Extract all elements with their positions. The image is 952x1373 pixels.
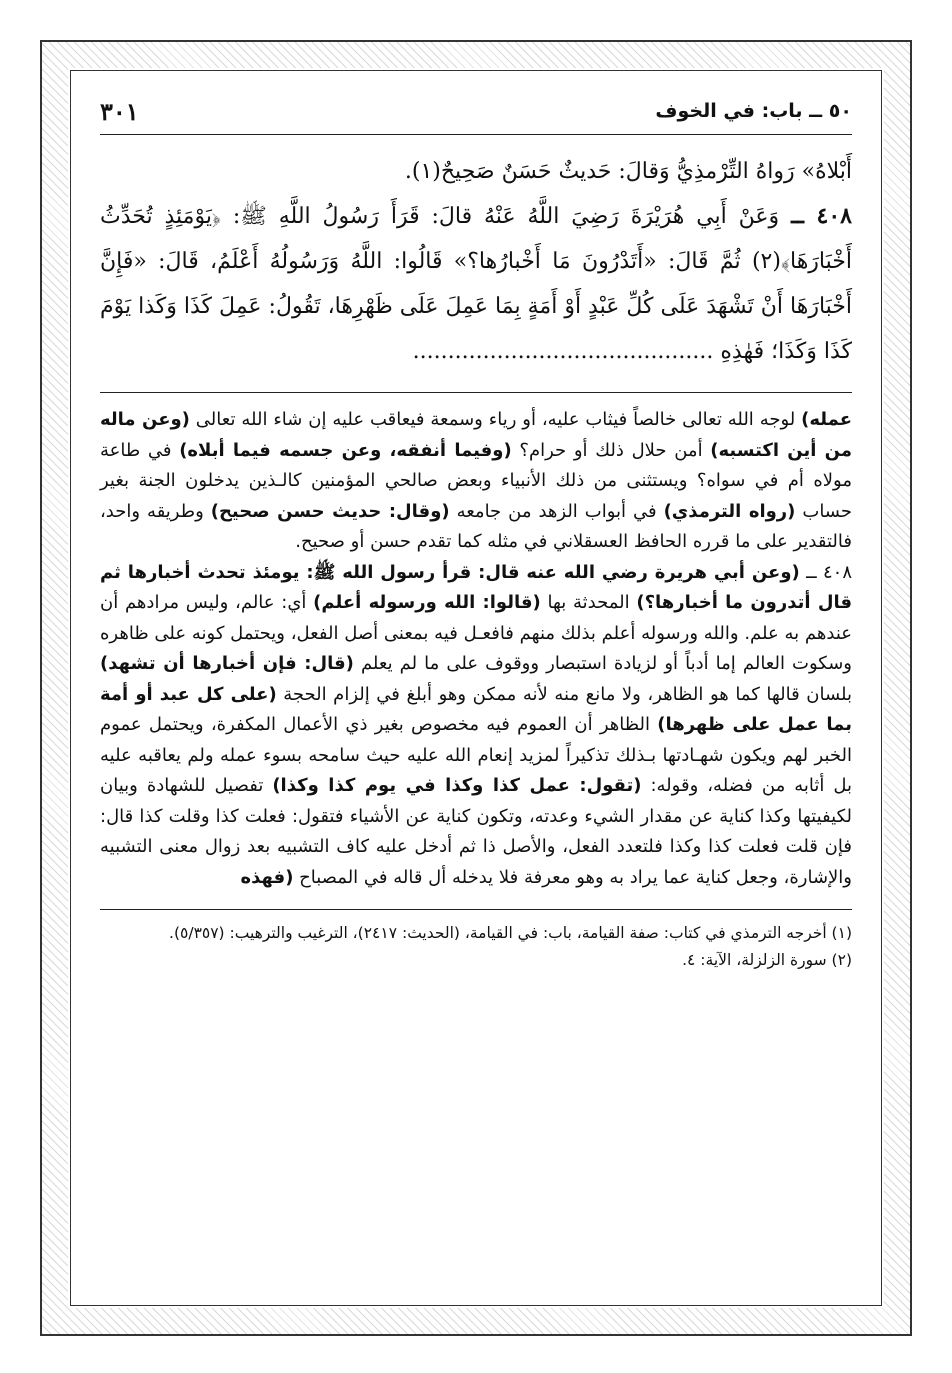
- commentary-quote: (رواه الترمذي): [663, 500, 796, 522]
- commentary-paragraph-1: [100, 405, 852, 558]
- commentary-text: ٤٠٨ ــ: [799, 561, 852, 583]
- commentary-text: أمن حلال ذلك أو حرام؟: [511, 439, 711, 461]
- commentary-quote: (قال: فإن أخبارها أن تشهد): [100, 653, 354, 674]
- continuation-dots: ...........................................: [412, 339, 714, 364]
- footnote-1: (١) أخرجه الترمذي في كتاب: صفة القيامة، باب: في القيامة، (الحديث: ٢٤١٧)، الترغيب والترهيب: (٥/٣٥٧).: [169, 924, 852, 942]
- commentary-text: تفصيل للشهادة وبيان لكيفيتها وكذا كناية عن مقدار الشيء وعدته، وتكون كناية عن الأشياء فتقول: فعلت كذا وقلت كذا قال: فإن قلت فعلت كذا وكذا فلتعدد الفعل، والأصل ذا ثم أدخل عليه كاف التشبيه بعد زوال معنى التشبيه والإشارة، وجعل كناية عما يراد به وهو معرفة فلا يدخله أل قاله في المصباح: [100, 775, 852, 888]
- commentary-text: لوجه الله تعالى خالصاً فيثاب عليه، أو رياء وسمعة فيعاقب عليه إن شاء الله تعالى: [189, 409, 802, 430]
- commentary-quote: (وعن ماله من أين اكتسبه): [100, 409, 853, 461]
- commentary-quote: (قالوا: الله ورسوله أعلم): [313, 592, 541, 613]
- matn-hadith: [100, 194, 852, 374]
- running-header: [100, 88, 852, 135]
- commentary: [100, 405, 852, 893]
- footnote-2: (٢) سورة الزلزلة، الآية: ٤.: [682, 951, 852, 969]
- commentary-quote: (وفيما أنفقه، وعن جسمه فيما أبلاه): [179, 439, 512, 461]
- main-text: [100, 149, 852, 374]
- footnote-separator: [100, 909, 852, 910]
- commentary-text: وطريقه واحد، فالتقدير على ما قرره الحافظ العسقلاني في مثله كما تقدم حسن أو صحيح.: [100, 500, 852, 552]
- commentary-quote: (تقول: عمل كذا وكذا في يوم كذا وكذا): [272, 775, 642, 796]
- commentary-quote: (على كل عبد أو أمة بما عمل على ظهرها): [100, 683, 852, 735]
- page-content: [100, 88, 852, 974]
- commentary-quote: (فهذه: [240, 866, 294, 888]
- commentary-paragraph-2: [100, 558, 852, 894]
- commentary-text: أي: عالم، وليس مرادهم أن عندهم به علم. والله ورسوله أعلم بذلك منهم فافعـل فيه بمعنى أصل الفعل، ويحتمل كونه على ظاهره وسكوت العالم إما أدباً أو لزيادة استبصار ووقوف على ما لم يعلم: [100, 592, 852, 674]
- commentary-text: في أبواب الزهد من جامعه: [449, 500, 664, 522]
- commentary-text: الظاهر أن العموم فيه مخصوص بغير ذي الأعمال المكفرة، ويحتمل عموم الخبر لهم ويكون شهـادتها بـذلك تذكيراً لمزيد إنعام الله عليه حيث سامحه بسوء عمله ولم يعاقبه عليه بل أثابه من فضله، وقوله:: [100, 714, 852, 796]
- commentary-text: المحدثة بها: [540, 592, 637, 613]
- commentary-quote: عمله): [801, 409, 852, 430]
- commentary-text: بلسان قالها كما هو الظاهر، ولا مانع منه لأنه ممكن وهو أبلغ في إلزام الحجة: [276, 683, 852, 705]
- hadith-text: وَعَنْ أَبِي هُرَيْرَةَ رَضِيَ اللَّهُ عَنْهُ قالَ: قَرَأَ رَسُولُ اللَّهِ ﷺ: ﴿يَوْمَئِذٍ تُحَدِّثُ أَخْبَارَهَا﴾(٢) ثُمَّ قَالَ: «أَتَدْرُونَ مَا أَخْبارُها؟» قَالُوا: اللَّهُ وَرَسُولُهُ أَعْلَمُ، قَالَ: «فَإِنَّ أَخْبَارَهَا أَنْ تَشْهَدَ عَلَى كُلِّ عَبْدٍ أَوْ أَمَةٍ بِمَا عَمِلَ عَلَى ظَهْرِهَا، تَقُولُ: عَمِلَ كَذَا وَكَذا يَوْمَ كَذَا وَكَذَا؛ فَهٰذِهِ: [100, 204, 852, 364]
- footnotes: [100, 920, 852, 974]
- commentary-quote: (وقال: حديث حسن صحيح): [210, 500, 450, 522]
- matn-line-1: أَبْلاهُ» رَواهُ التِّرْمذِيُّ وَقالَ: حَديثٌ حَسَنٌ صَحِيحٌ(١).: [404, 159, 852, 184]
- commentary-separator: [100, 392, 852, 393]
- commentary-text: في طاعة مولاه أم في سواه؟ ويستثنى من ذلك الأنبياء وبعض صالحي المؤمنين كالـذين يدخلون الجنة بغير حساب: [100, 439, 852, 522]
- page-number: ٣٠١: [100, 96, 139, 126]
- hadith-number: ٤٠٨ ــ: [791, 203, 852, 229]
- commentary-quote: (وعن أبي هريرة رضي الله عنه قال: قرأ رسول الله ﷺ: يومئذ تحدث أخبارها ثم قال أتدرون ما أخبارها؟): [100, 561, 852, 613]
- chapter-title: ٥٠ ــ باب: في الخوف: [655, 100, 852, 122]
